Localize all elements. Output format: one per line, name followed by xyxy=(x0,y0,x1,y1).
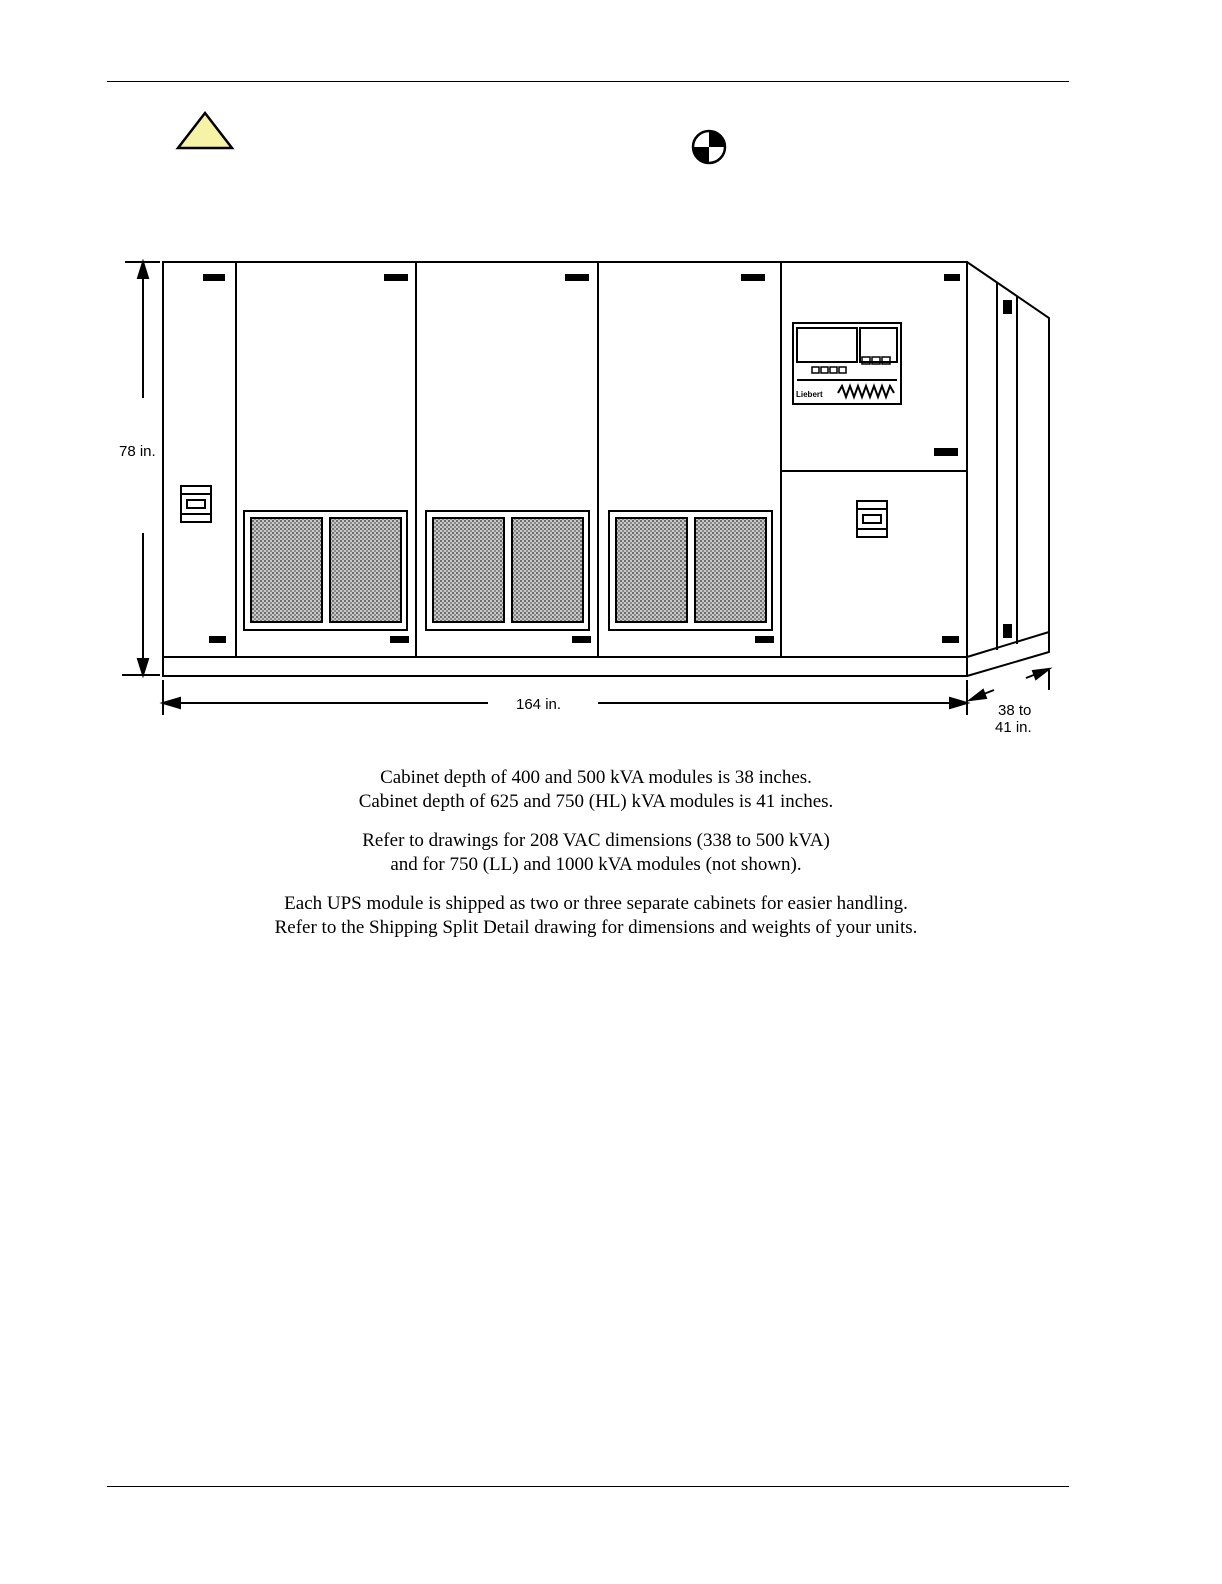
vent-grille xyxy=(244,511,407,630)
depth-dimension xyxy=(970,669,1049,700)
center-of-gravity-icon xyxy=(690,128,728,166)
footer-rule xyxy=(107,1486,1069,1487)
breaker-switch xyxy=(181,486,211,522)
breaker-switch xyxy=(857,501,887,537)
warning-triangle-icon xyxy=(174,110,236,152)
shipping-note-line: Each UPS module is shipped as two or three separate cabinets for easier handling. xyxy=(284,893,908,914)
width-dimension-label: 164 in. xyxy=(516,696,562,713)
reference-note-line: and for 750 (LL) and 1000 kVA modules (not shown). xyxy=(390,854,802,875)
shipping-note-line: Refer to the Shipping Split Detail drawing for dimensions and weights of your units. xyxy=(274,917,918,938)
reference-note xyxy=(100,829,1092,877)
height-dimension-label: 78 in. xyxy=(119,443,156,460)
door-handles xyxy=(203,274,1012,643)
height-dimension xyxy=(122,262,160,675)
vent-grille xyxy=(609,511,772,630)
vent-grille xyxy=(426,511,589,630)
ups-cabinet-drawing xyxy=(110,250,1060,750)
depth-note xyxy=(100,766,1092,814)
depth-note-line: Cabinet depth of 400 and 500 kVA modules is 38 inches. xyxy=(380,767,812,788)
depth-dimension-label: 41 in. xyxy=(995,719,1032,736)
depth-dimension-label: 38 to xyxy=(998,702,1032,719)
panel-brand-label: Liebert xyxy=(796,390,823,399)
shipping-note xyxy=(100,892,1092,940)
reference-note-line: Refer to drawings for 208 VAC dimensions (338 to 500 kVA) xyxy=(362,830,830,851)
waveform xyxy=(838,386,894,397)
width-dimension xyxy=(163,680,967,715)
header-rule xyxy=(107,81,1069,82)
depth-note-line: Cabinet depth of 625 and 750 (HL) kVA modules is 41 inches. xyxy=(358,791,834,812)
cabinet-side xyxy=(967,262,1049,676)
